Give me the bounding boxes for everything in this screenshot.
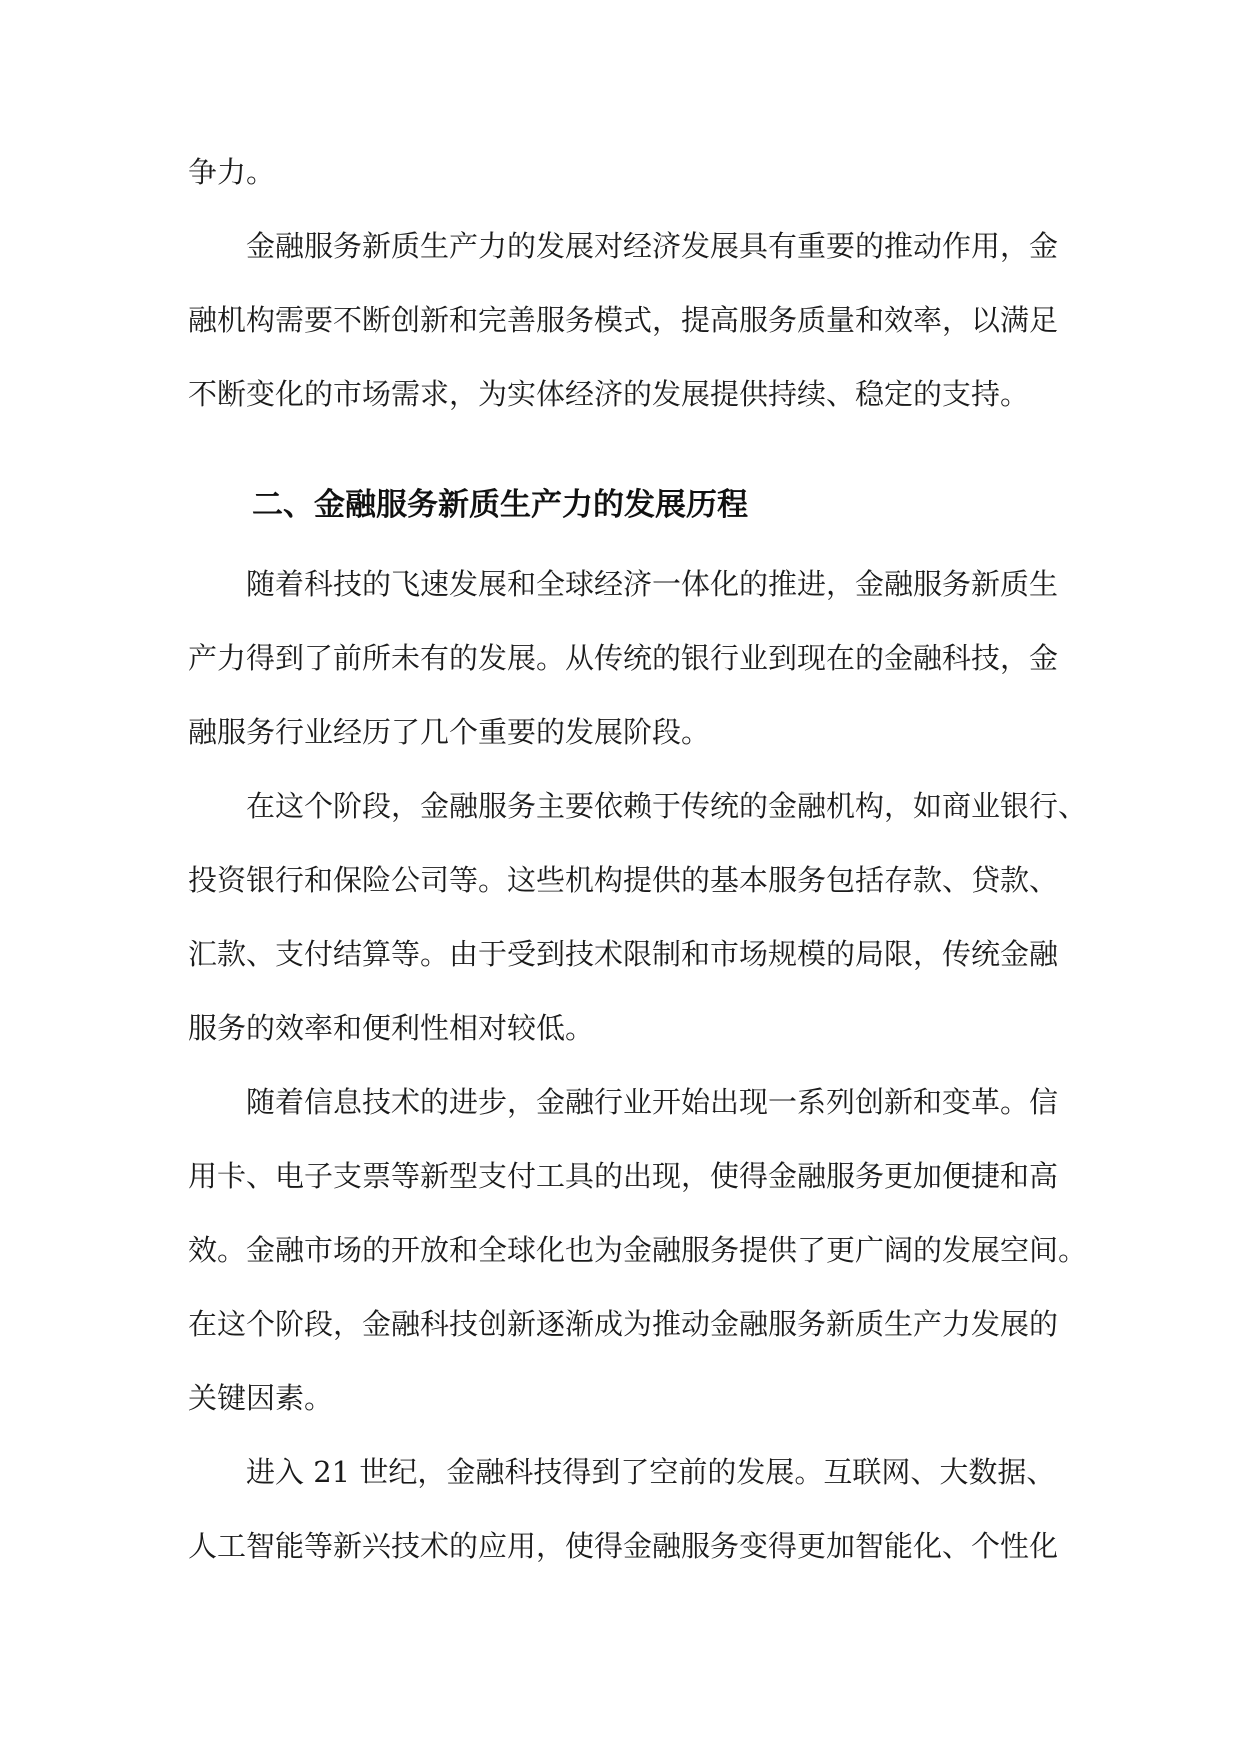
paragraph-line: 在这个阶段，金融科技创新逐渐成为推动金融服务新质生产力发展的 (188, 1307, 1059, 1341)
paragraph-line: 人工智能等新兴技术的应用，使得金融服务变得更加智能化、个性化 (188, 1529, 1059, 1563)
paragraph-line: 随着科技的飞速发展和全球经济一体化的推进，金融服务新质生 (246, 567, 1059, 601)
paragraph-line: 投资银行和保险公司等。这些机构提供的基本服务包括存款、贷款、 (188, 863, 1059, 897)
paragraph-line: 服务的效率和便利性相对较低。 (188, 1011, 595, 1045)
paragraph-line: 进入 21 世纪，金融科技得到了空前的发展。互联网、大数据、 (246, 1455, 1056, 1489)
paragraph-line: 融服务行业经历了几个重要的发展阶段。 (188, 715, 711, 749)
paragraph-line: 用卡、电子支票等新型支付工具的出现，使得金融服务更加便捷和高 (188, 1159, 1059, 1193)
paragraph-line: 在这个阶段，金融服务主要依赖于传统的金融机构，如商业银行、 (246, 789, 1088, 823)
paragraph-line: 效。金融市场的开放和全球化也为金融服务提供了更广阔的发展空间。 (188, 1233, 1088, 1267)
paragraph-line: 争力。 (188, 155, 276, 189)
paragraph-line: 不断变化的市场需求，为实体经济的发展提供持续、稳定的支持。 (188, 377, 1030, 411)
paragraph-line: 关键因素。 (188, 1381, 334, 1415)
paragraph-line: 随着信息技术的进步，金融行业开始出现一系列创新和变革。信 (246, 1085, 1059, 1119)
paragraph-line: 融机构需要不断创新和完善服务模式，提高服务质量和效率，以满足 (188, 303, 1059, 337)
section-heading: 二、金融服务新质生产力的发展历程 (252, 487, 748, 523)
paragraph-line: 产力得到了前所未有的发展。从传统的银行业到现在的金融科技，金 (188, 641, 1059, 675)
paragraph-line: 汇款、支付结算等。由于受到技术限制和市场规模的局限，传统金融 (188, 937, 1059, 971)
paragraph-line: 金融服务新质生产力的发展对经济发展具有重要的推动作用，金 (246, 229, 1059, 263)
